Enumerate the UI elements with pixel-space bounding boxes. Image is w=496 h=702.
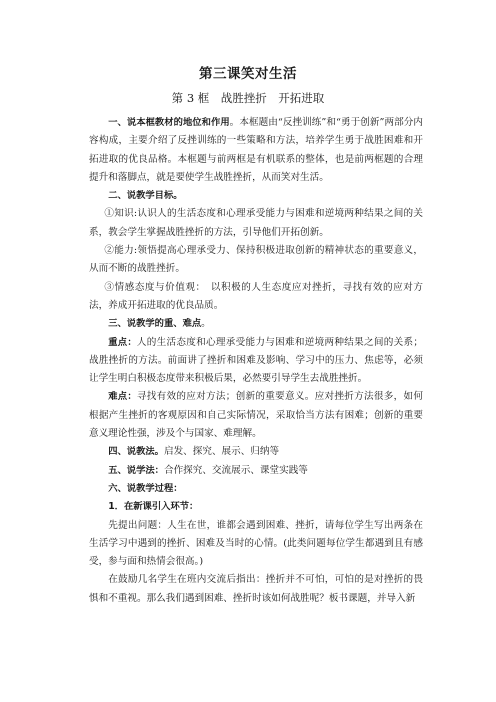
objective-attitude: ③情感态度与价值观： 以积极的人生态度应对挫折，寻找有效的应对方法，养成开拓进取的优良品质。: [89, 281, 423, 311]
section-3-heading-tail: 。: [201, 318, 211, 330]
section-5-paragraph: [89, 462, 423, 480]
section-4-heading: 四、说教法。: [108, 446, 164, 458]
section-2-heading-line: [89, 187, 423, 205]
section-3-heading-line: [89, 315, 423, 333]
process-paragraph-2: 在鼓励几名学生在班内交流后指出：挫折并不可怕，可怕的是对挫折的畏惧和不重视。那么我们遇到困难、挫折时该如何战胜呢？板书课题，并导入新: [89, 574, 423, 604]
difficulty-paragraph: [89, 388, 423, 443]
section-1-text: 。本框题由“反挫训练”和“勇于创新”两部分内容构成，主要介绍了反挫训练的一些策略和方法，培养学生勇于战胜困难和开拓进取的优良品格。本框题与前两框是有机联系的整体，也是前两框题的合理提升和落脚点，就是要使学生战胜挫折，从而笑对生活。: [89, 117, 423, 183]
difficulty-label: 难点：: [108, 391, 137, 403]
process-paragraph-1: 先提出问题：人生在世，谁都会遇到困难、挫折，请每位学生写出两条在生活学习中遇到的挫折、困难及当时的心情。(此类问题每位学生都遇到且有感受，参与面和热情会很高。): [89, 519, 423, 568]
document-title: 第三课笑对生活: [199, 66, 297, 82]
objective-knowledge: ①知识:认识人的生活态度和心理承受能力与困难和逆境两种结果之间的关系，教会学生掌握战胜挫折的方法，引导他们开拓创新。: [89, 208, 423, 238]
section-5-text: 合作探究、交流展示、课堂实践等: [163, 464, 308, 476]
key-point-paragraph: [89, 334, 423, 389]
difficulty-text: 寻找有效的应对方法；创新的重要意义。应对挫折方法很多，如何根据产生挫折的客观原因和自己实际情况，采取恰当方法有困难；创新的重要意义理论性强，涉及个与国家、难理解。: [89, 391, 423, 440]
section-3-heading: 三、说教学的重、难点: [108, 318, 202, 330]
section-6-sub-1-line: [89, 498, 423, 516]
key-point-text: 人的生活态度和心理承受能力与困难和逆境两种结果之间的关系；战胜挫折的方法。前面讲了挫折和困难及影响、学习中的压力、焦虑等，必须让学生明白积极态度带来积极后果，必然要引导学生去战胜挫折。: [89, 336, 423, 385]
section-1-paragraph: [89, 114, 423, 187]
section-1-heading: 一、说本框教材的地位和作用: [108, 117, 230, 128]
document-subtitle: 第 3 框 战胜挫折 开拓进取: [171, 91, 325, 105]
section-5-heading: 五、说学法：: [108, 464, 164, 476]
key-point-label: 重点：: [108, 336, 137, 348]
section-2-heading: 二、说教学目标。: [108, 190, 183, 202]
section-6-heading-line: [89, 480, 423, 498]
objective-ability: ②能力:领悟提高心理承受力、保持积极进取创新的精神状态的重要意义，从而不断的战胜挫折。: [89, 245, 423, 275]
section-6-heading: 六、说教学过程：: [108, 482, 183, 494]
section-4-text: 启发、探究、展示、归纳等: [163, 446, 280, 458]
document-body: [89, 114, 423, 608]
section-4-paragraph: [89, 443, 423, 461]
section-6-sub-1: 1．在新课引入环节：: [108, 501, 199, 513]
